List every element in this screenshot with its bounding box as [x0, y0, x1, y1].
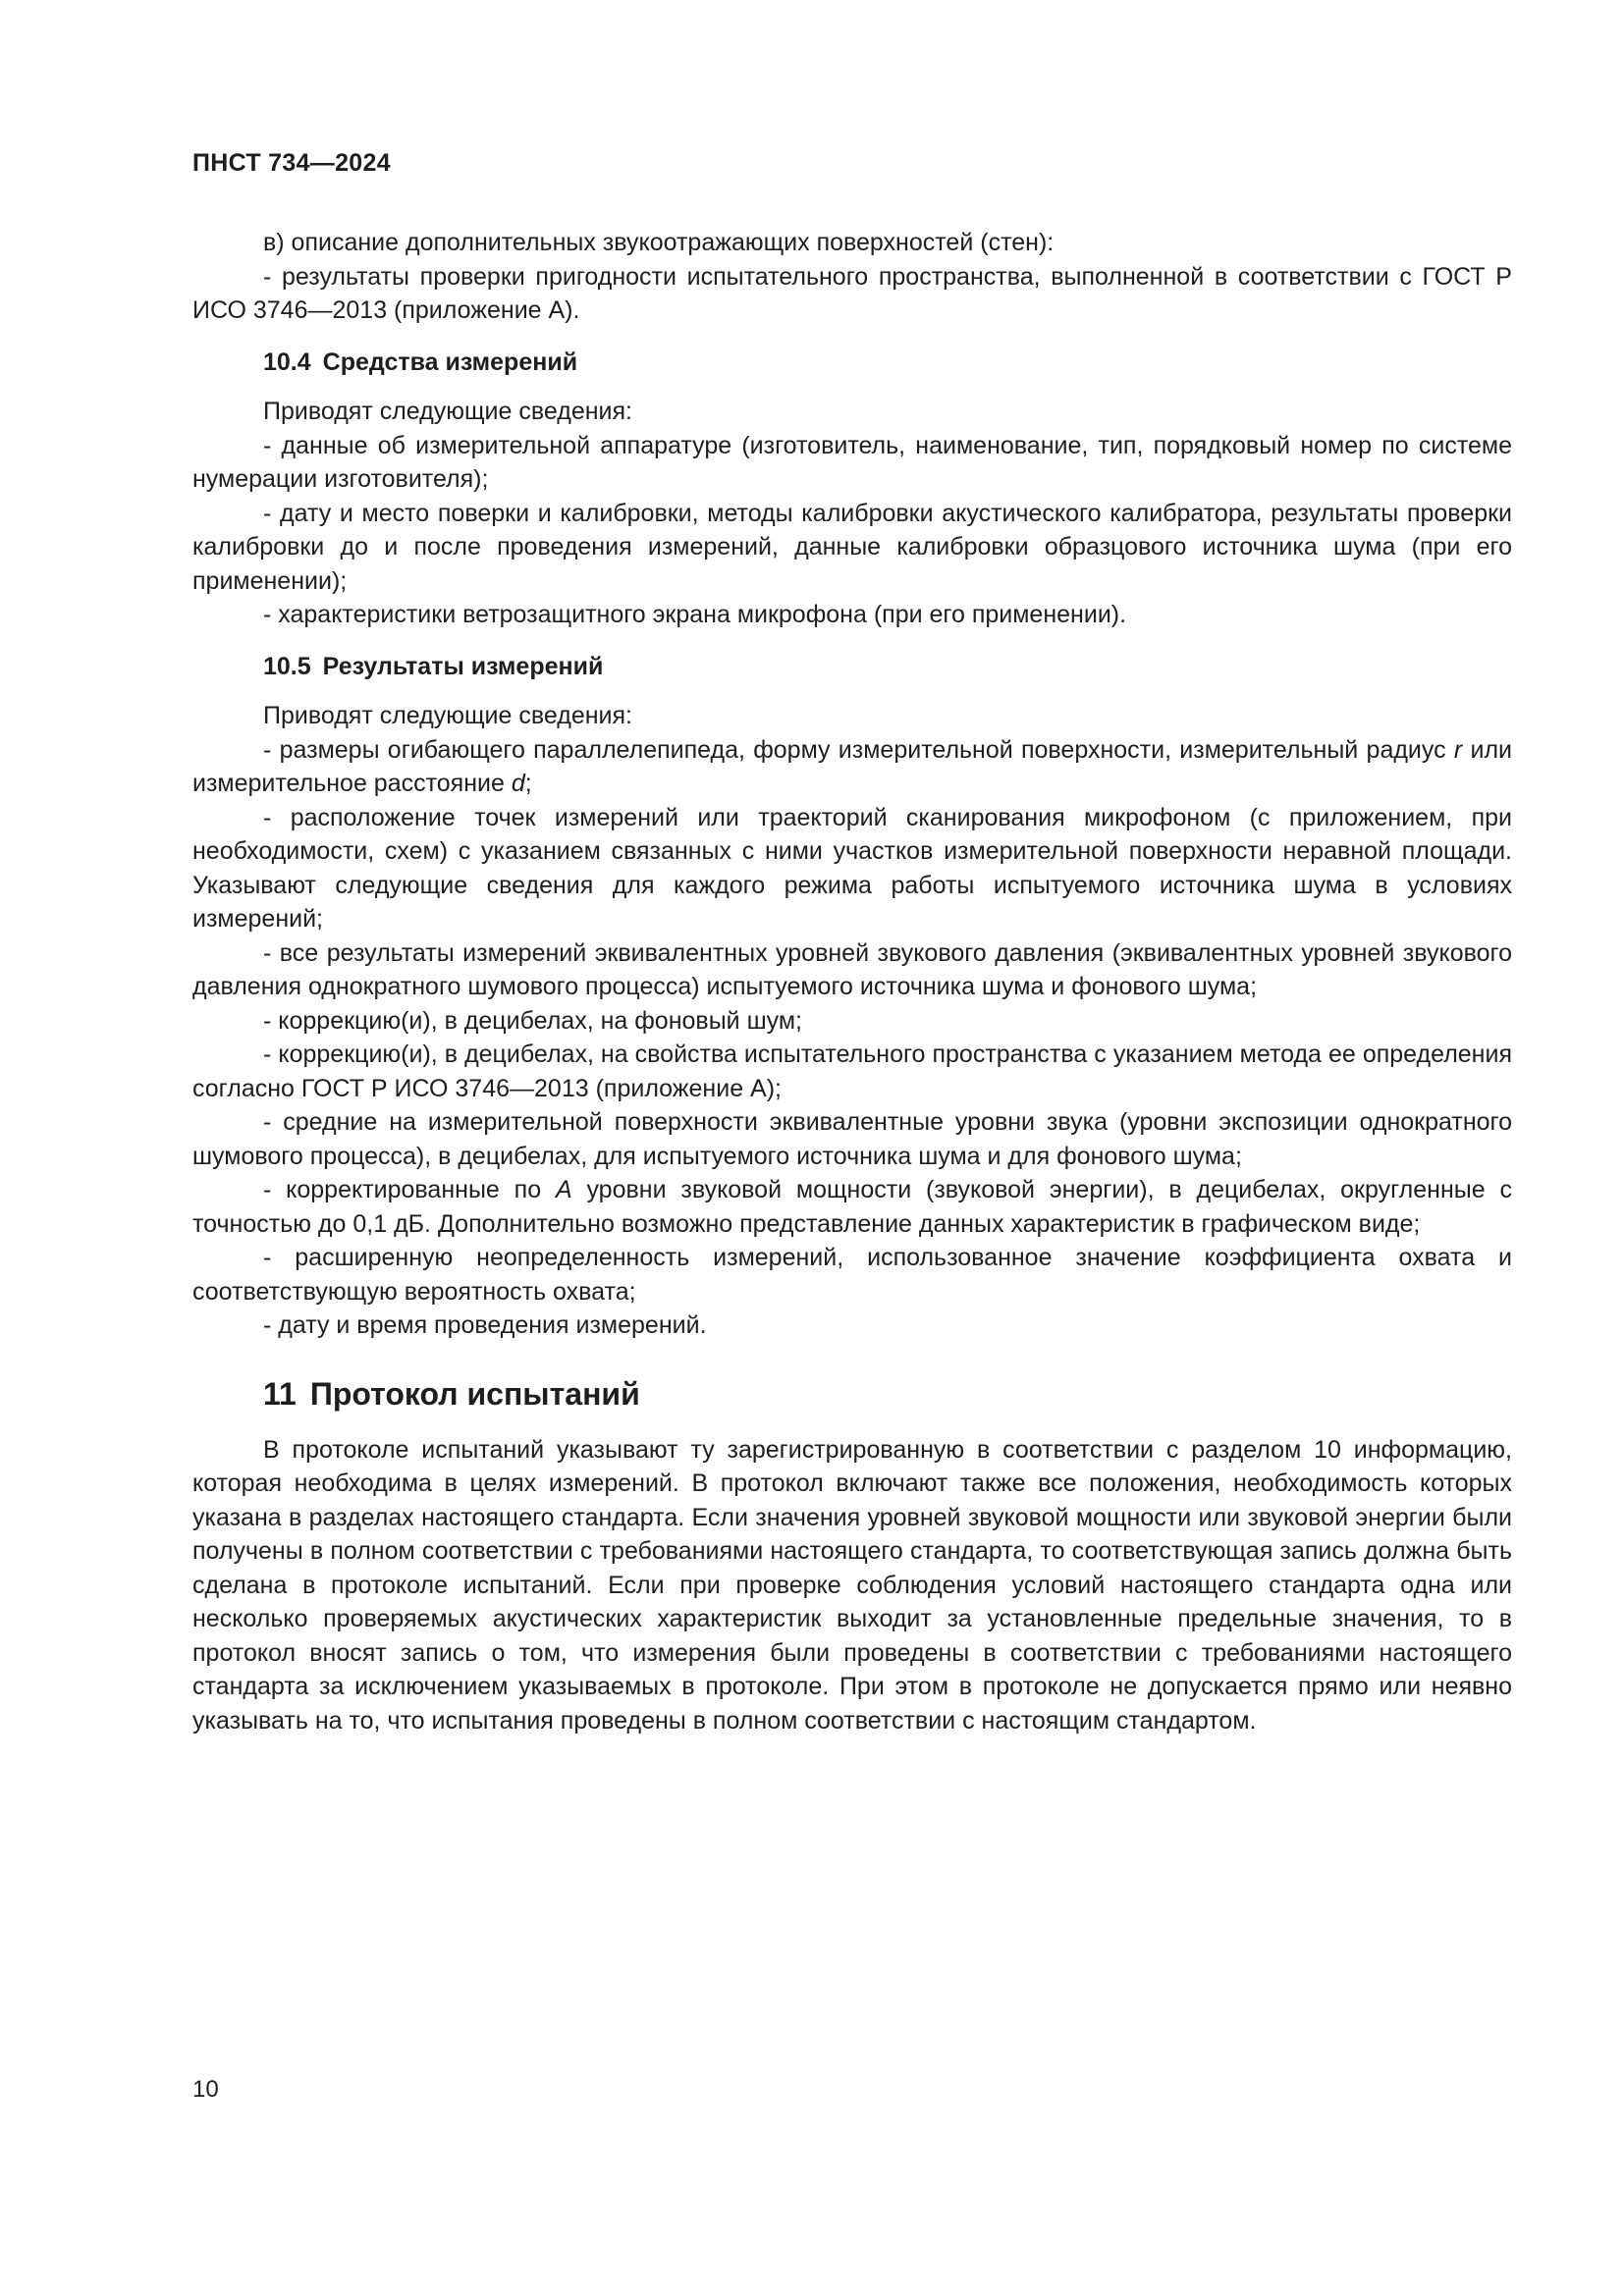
list-item: - расширенную неопределенность измерений, использованное значение коэффициента охвата и соответствующую вероятность охвата;	[192, 1244, 1512, 1306]
list-item: - коррекцию(и), в децибелах, на фоновый шум;	[263, 1006, 802, 1035]
list-item: - средние на измерительной поверхности эквивалентные уровни звука (уровни экспозиции однократного шумового процесса), в децибелах, для испытуемого источника шума и для фонового шума;	[192, 1108, 1512, 1170]
list-item	[192, 1173, 1512, 1241]
document-body	[192, 226, 1512, 1737]
text-run: - размеры огибающего параллелепипеда, форму измерительной поверхности, измерительный радиус	[263, 735, 1454, 764]
section-title: Протокол испытаний	[309, 1375, 640, 1412]
page-number: 10	[192, 2076, 219, 2103]
text-run: ;	[524, 770, 532, 797]
section-title: Средства измерений	[322, 347, 578, 376]
section-number: 10.5	[263, 652, 311, 680]
section-number: 10.4	[263, 347, 311, 376]
document-code: ПНСТ 734—2024	[192, 149, 391, 177]
list-item: - дату и место поверки и калибровки, методы калибровки акустического калибратора, результаты проверки калибровки до и после проведения измерений, данные калибровки образцового источника шума (при его применении);	[192, 499, 1512, 595]
variable-r: r	[1453, 735, 1463, 764]
section-11-heading	[192, 1374, 1512, 1414]
list-item	[192, 733, 1512, 801]
variable-a: А	[555, 1176, 572, 1203]
text-run: или измерительное расстояние	[192, 735, 1512, 797]
list-item: - коррекцию(и), в децибелах, на свойства испытательного пространства с указанием метода ее определения согласно ГОСТ Р ИСО 3746—2013 (приложение А);	[192, 1041, 1512, 1102]
list-item-v-sub: - результаты проверки пригодности испытательного пространства, выполненной в соответствии с ГОСТ Р ИСО 3746—2013 (приложение А).	[192, 262, 1512, 324]
section-number: 11	[263, 1375, 297, 1412]
section-intro: Приводят следующие сведения:	[263, 398, 632, 425]
text-run: уровни звуковой мощности (звуковой энергии), в децибелах, округленные с точностью до 0,1 дБ. Дополнительно возможно представление данных характеристик в графическом виде;	[192, 1176, 1512, 1238]
list-item-v: в) описание дополнительных звукоотражающих поверхностей (стен):	[263, 229, 1055, 256]
section-10-4-heading	[192, 346, 1512, 380]
list-item: - данные об измерительной аппаратуре (изготовитель, наименование, тип, порядковый номер по системе нумерации изготовителя);	[192, 431, 1512, 493]
list-item: - расположение точек измерений или траекторий сканирования микрофоном (с приложением, при необходимости, схем) с указанием связанных с ними участков измерительной поверхности неравной площади. Указывают следующие сведения для каждого режима работы испытуемого источника шума в условиях измерений;	[192, 803, 1512, 933]
section-title: Результаты измерений	[322, 652, 604, 680]
text-run: - корректированные по	[263, 1176, 556, 1203]
section-11-paragraph: В протоколе испытаний указывают ту зарегистрированную в соответствии с разделом 10 информацию, которая необходима в целях измерений. В протокол включают также все положения, необходимость которых указана в разделах настоящего стандарта. Если значения уровней звуковой мощности или звуковой энергии были получены в полном соответствии с требованиями настоящего стандарта, то соответствующая запись должна быть сделана в протоколе испытаний. Если при проверке соблюдения условий настоящего стандарта одна или несколько проверяемых акустических характеристик выходит за установленные предельные значения, то в протокол вносят запись о том, что измерения были проведены в соответствии с требованиями настоящего стандарта за исключением указываемых в протоколе. При этом в протоколе не допускается прямо или неявно указывать на то, что испытания проведены в полном соответствии с настоящим стандартом.	[192, 1435, 1512, 1735]
list-item: - характеристики ветрозащитного экрана микрофона (при его применении).	[263, 601, 1127, 628]
section-10-5-heading	[192, 650, 1512, 684]
list-item: - все результаты измерений эквивалентных уровней звукового давления (эквивалентных уровней звукового давления однократного шумового процесса) испытуемого источника шума и фонового шума;	[192, 938, 1512, 1000]
list-item: - дату и время проведения измерений.	[263, 1311, 707, 1339]
variable-d: d	[511, 770, 525, 797]
section-intro: Приводят следующие сведения:	[263, 702, 632, 729]
